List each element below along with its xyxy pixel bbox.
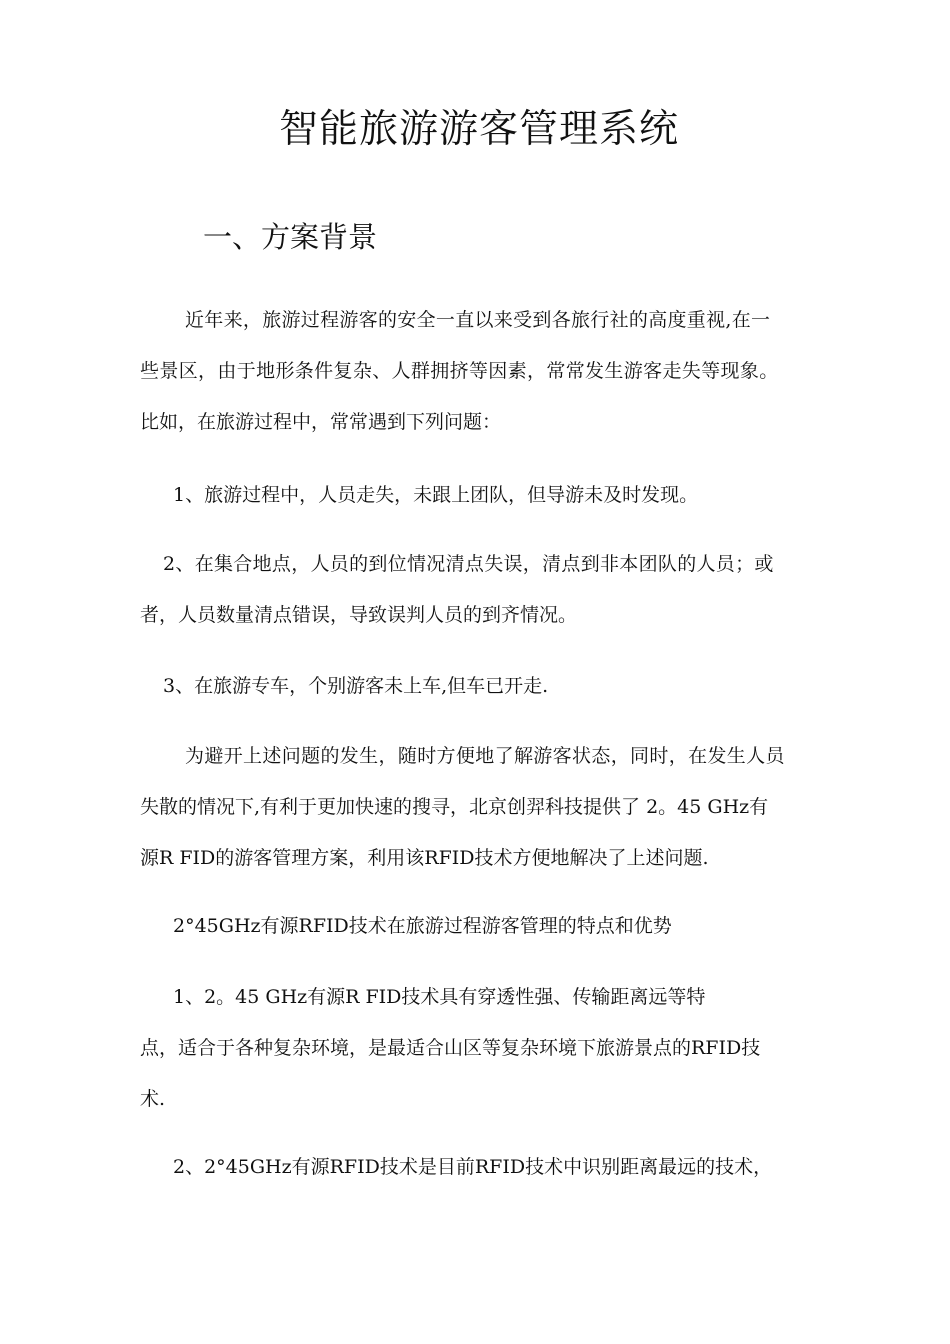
text-line: 2°45GHz有源RFID技术在旅游过程游客管理的特点和优势 <box>173 915 672 937</box>
text-line: 失散的情况下,有利于更加快速的搜寻，北京创羿科技提供了 2。45 GHz有 <box>140 796 769 818</box>
text-line: 2、2°45GHz有源RFID技术是目前RFID技术中识别距离最远的技术， <box>173 1156 773 1178</box>
text-line: 术. <box>140 1088 166 1110</box>
text-line: 者，人员数量清点错误，导致误判人员的到齐情况。 <box>140 604 578 626</box>
text-line: 为避开上述问题的发生，随时方便地了解游客状态，同时，在发生人员 <box>185 745 785 767</box>
text-line: 2、在集合地点，人员的到位情况清点失误，清点到非本团队的人员；或 <box>163 553 774 575</box>
text-line: 1、旅游过程中，人员走失，未跟上团队，但导游未及时发现。 <box>173 484 699 506</box>
text-line: 比如，在旅游过程中，常常遇到下列问题： <box>140 411 502 433</box>
text-line: 1、2。45 GHz有源R FID技术具有穿透性强、传输距离远等特 <box>173 986 706 1008</box>
text-line: 3、在旅游专车，个别游客未上车,但车已开走. <box>163 675 549 697</box>
text-line: 点，适合于各种复杂环境，是最适合山区等复杂环境下旅游景点的RFID技 <box>140 1037 761 1059</box>
section-heading-background: 一、方案背景 <box>203 220 378 254</box>
text-line: 源R FID的游客管理方案，利用该RFID技术方便地解决了上述问题. <box>140 847 709 869</box>
document-title: 智能旅游游客管理系统 <box>278 107 679 152</box>
text-line: 些景区，由于地形条件复杂、人群拥挤等因素，常常发生游客走失等现象。 <box>140 360 779 382</box>
text-line: 近年来，旅游过程游客的安全一直以来受到各旅行社的高度重视,在一 <box>185 309 771 331</box>
